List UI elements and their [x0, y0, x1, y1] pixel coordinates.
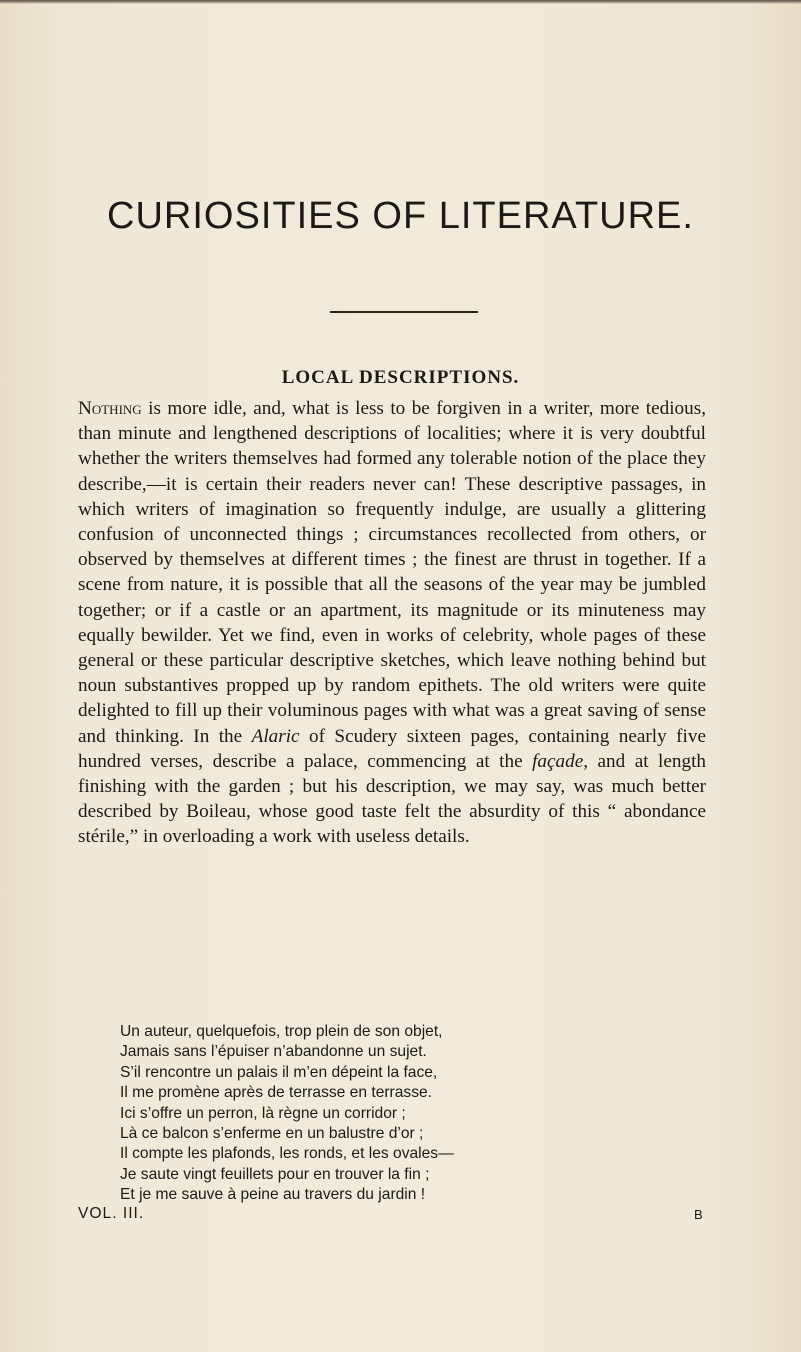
- verse-line: Là ce balcon s’enferme en un balustre d’or ;: [120, 1125, 424, 1143]
- book-title: CURIOSITIES OF LITERATURE.: [107, 195, 694, 237]
- paragraph-text-1: is more idle, and, what is less to be forgiven in a writer, more tedious, than minute and lengthened descriptions of localities; where it is very doubtful whether the writers themselves had formed any tolerable notion of the place they describe,—it is certain their readers never can! These descriptive passages, in which writers of imagination so frequently indulge, are usually a glittering confusion of unconnected things ; circumstances recollected from others, or observed by themselves at different times ; the finest are thrust in together. If a scene from nature, it is possible that all the seasons of the year may be jumbled together; or if a castle or an apartment, its magnitude or its minuteness may equally bewilder. Yet we find, even in works of celebrity, whole pages of these general or these particular descriptive sketches, which leave nothing behind but noun substantives propped up by random epithets. The old writers were quite delighted to fill up their voluminous pages with what was a great saving of sense and thinking. In the: [78, 398, 706, 747]
- verse-line: Un auteur, quelquefois, trop plein de son objet,: [120, 1023, 443, 1040]
- verse-line: Je saute vingt feuillets pour en trouver la fin ;: [120, 1165, 430, 1183]
- volume-label: VOL. III.: [78, 1205, 145, 1222]
- signature-mark: B: [694, 1207, 703, 1222]
- title-rule: [330, 311, 478, 313]
- paragraph-text-2: of Scudery sixteen pages, containing nearly five hundred verses, describe a palace, commencing at the: [78, 725, 706, 772]
- verse-line: Ici s’offre un perron, là règne un corridor ;: [120, 1104, 406, 1122]
- opening-word: Nothing: [78, 398, 142, 419]
- section-title: LOCAL DESCRIPTIONS.: [281, 367, 520, 388]
- verse-line: Il me promène après de terrasse en terrasse.: [120, 1084, 433, 1102]
- verse-line: Il compte les plafonds, les ronds, et les ovales—: [120, 1145, 454, 1163]
- paragraph-text-3: , and at length finishing with the garden ; but his description, we may say, was much better described by Boileau, whose good taste felt the absurdity of this “ abondance stérile,” in overloading a work with useless details.: [78, 750, 706, 848]
- italic-alaric: Alaric: [251, 725, 300, 747]
- verse-quotation: [120, 1022, 720, 1206]
- verse-line: Jamais sans l’épuiser n’abandonne un sujet.: [120, 1043, 427, 1061]
- verse-line: S’il rencontre un palais il m’en dépeint la face,: [120, 1063, 438, 1081]
- body-paragraph: [78, 396, 706, 850]
- italic-facade: façade: [532, 750, 584, 772]
- verse-line: Et je me sauve à peine au travers du jardin !: [120, 1186, 426, 1204]
- page-top-edge: [0, 0, 801, 4]
